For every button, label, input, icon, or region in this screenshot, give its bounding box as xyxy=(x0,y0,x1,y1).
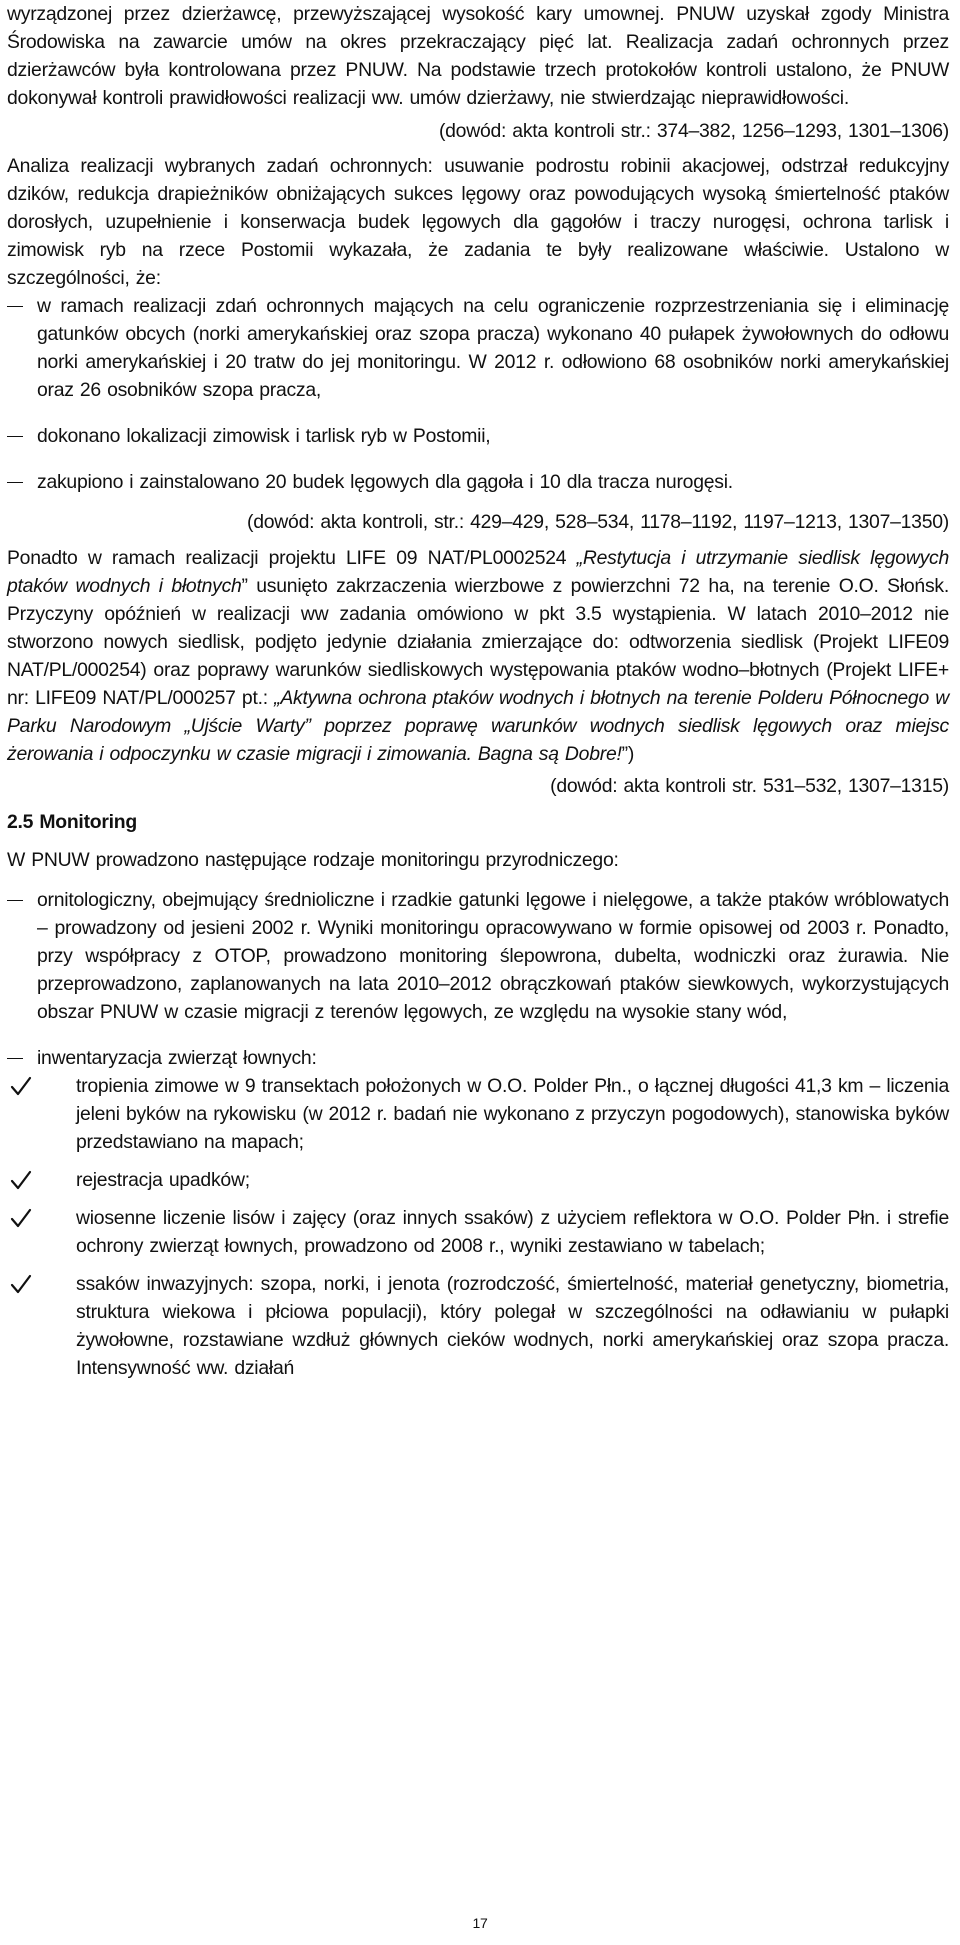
project-title-italic: „Aktywna ochrona ptaków wodnych i błotnych na terenie Polderu Północnego w Parku Narodowym „Ujście Warty” poprzez poprawę warunków wodnych siedlisk lęgowych oraz miejsc żerowania i odpoczynku w czasie migracji i zimowania. Bagna są Dobre! xyxy=(7,687,949,765)
list-item xyxy=(7,886,949,1026)
checkmark-icon xyxy=(10,1207,32,1229)
page-number: 17 xyxy=(472,1915,488,1931)
project-title-italic: „Restytucja i utrzymanie siedlisk lęgowych ptaków wodnych i błotnych xyxy=(7,547,950,597)
paragraph-protection-tasks: Analiza realizacji wybranych zadań ochronnych: usuwanie podrostu robinii akacjowej, odstrzał redukcyjny dzików, redukcja drapieżników obniżających sukces lęgowy oraz powodujących wysoką śmiertelność ptaków dorosłych, uzupełnienie i konserwacja budek lęgowych dla gągołów i traczy nurogęsi, ochrona tarlisk i zimowisk ryb na rzece Postomii wykazała, że zadania te były realizowane właściwie. Ustalono w szczególności, że: xyxy=(7,155,949,289)
checkmark-icon xyxy=(10,1075,32,1097)
dash-bullet-icon xyxy=(7,900,23,901)
findings-list xyxy=(7,292,949,496)
list-item-text: zakupiono i zainstalowano 20 budek lęgowych dla gągoła i 10 dla tracza nurogęsi. xyxy=(37,471,733,493)
text-fragment: Ponadto w ramach realizacji projektu LIFE 09 NAT/PL0002524 xyxy=(7,547,577,569)
checklist-item-text: ssaków inwazyjnych: szopa, norki, i jenota (rozrodczość, śmiertelność, materiał genetyczny, biometria, struktura wiekowa i płciowa populacji), który polegał w szczególności na odławianiu w pułapki żywołowne, rozstawiane wzdłuż głównych cieków wodnych, norki amerykańskiej oraz szopa pracza. Intensywność ww. działań xyxy=(76,1273,949,1379)
checklist-item-text: wiosenne liczenie lisów i zajęcy (oraz innych ssaków) z użyciem reflektora w O.O. Polder Płn. i strefie ochrony zwierząt łownych, prowadzono od 2008 r., wyniki zestawiano w tabelach; xyxy=(76,1207,949,1257)
checklist-item-text: tropienia zimowe w 9 transektach położonych w O.O. Polder Płn., o łącznej długości 41,3 km ‒ liczenia jeleni byków na rykowisku (w 2012 r. badań nie wykonano z przyczyn pogodowych), stanowiska byków przedstawiano na mapach; xyxy=(76,1075,949,1153)
dash-bullet-icon xyxy=(7,306,23,307)
list-item xyxy=(7,468,949,496)
text-fragment: ” usunięto zakrzaczenia wierzbowe z powierzchni 72 ha, na terenie O.O. Słońsk. Przyczyny opóźnień w realizacji ww zadania omówiono w pkt 3.5 wystąpienia. W latach 2010‒2012 nie stworzono nowych siedlisk, podjęto jedynie działania zmierzające do: odtworzenia siedlisk (Projekt LIFE09 NAT/PL/000254) oraz poprawy warunków siedliskowych występowania ptaków wodno‒błotnych (Projekt LIFE+ nr: LIFE09 NAT/PL/000257 pt.: xyxy=(7,575,949,709)
evidence-reference-1: (dowód: akta kontroli str.: 374‒382, 1256‒1293, 1301‒1306) xyxy=(438,120,949,142)
paragraph-life-project xyxy=(7,544,949,768)
list-item xyxy=(7,292,949,404)
checklist-item-text: rejestracja upadków; xyxy=(76,1169,250,1191)
list-item-text: inwentaryzacja zwierząt łownych: xyxy=(37,1047,317,1069)
checklist-item xyxy=(7,1072,949,1156)
dash-bullet-icon xyxy=(7,482,23,483)
evidence-reference-3: (dowód: akta kontroli str. 531‒532, 1307‒1315) xyxy=(550,775,949,797)
checklist-item xyxy=(7,1204,949,1260)
checklist-item xyxy=(7,1270,949,1382)
list-item xyxy=(7,1044,949,1072)
text-fragment: ”) xyxy=(621,743,635,765)
list-item xyxy=(7,422,949,450)
checkmark-icon xyxy=(10,1169,32,1191)
game-inventory-list xyxy=(7,1072,949,1382)
monitoring-list xyxy=(7,886,949,1072)
checklist-item xyxy=(7,1166,949,1194)
dash-bullet-icon xyxy=(7,436,23,437)
list-item-text: dokonano lokalizacji zimowisk i tarlisk ryb w Postomii, xyxy=(37,425,491,447)
paragraph-lease-control: wyrządzonej przez dzierżawcę, przewyższającej wysokość kary umownej. PNUW uzyskał zgody Ministra Środowiska na zawarcie umów na okres przekraczający pięć lat. Realizacja zadań ochronnych przez dzierżawców była kontrolowana przez PNUW. Na podstawie trzech protokołów kontroli ustalono, że PNUW dokonywał kontroli prawidłowości realizacji ww. umów dzierżawy, nie stwierdzając nieprawidłowości. xyxy=(7,3,949,109)
dash-bullet-icon xyxy=(7,1058,23,1059)
list-item-text: w ramach realizacji zdań ochronnych mających na celu ograniczenie rozprzestrzeniania się i eliminację gatunków obcych (norki amerykańskiej oraz szopa pracza) wykonano 40 pułapek żywołownych do odłowu norki amerykańskiej i 20 tratw do jej monitoringu. W 2012 r. odłowiono 68 osobników norki amerykańskiej oraz 26 osobników szopa pracza, xyxy=(37,295,949,401)
checkmark-icon xyxy=(10,1273,32,1295)
section-heading-monitoring: 2.5 Monitoring xyxy=(7,811,137,833)
list-item-text: ornitologiczny, obejmujący średnioliczne i rzadkie gatunki lęgowe i nielęgowe, a także ptaków wróblowatych ‒ prowadzony od jesieni 2002 r. Wyniki monitoringu opracowywano w formie opisowej od 2003 r. Ponadto, przy współpracy z OTOP, prowadzono monitoring ślepowrona, dubelta, wodniczki oraz żurawia. Nie przeprowadzono, zaplanowanych na lata 2010‒2012 obrączkowań ptaków siewkowych, wykorzystujących obszar PNUW w czasie migracji z terenów lęgowych, ze względu na wysokie stany wód, xyxy=(37,889,949,1023)
evidence-reference-2: (dowód: akta kontroli, str.: 429‒429, 528‒534, 1178‒1192, 1197‒1213, 1307‒1350) xyxy=(247,511,949,533)
paragraph-monitoring-intro: W PNUW prowadzono następujące rodzaje monitoringu przyrodniczego: xyxy=(7,849,619,871)
